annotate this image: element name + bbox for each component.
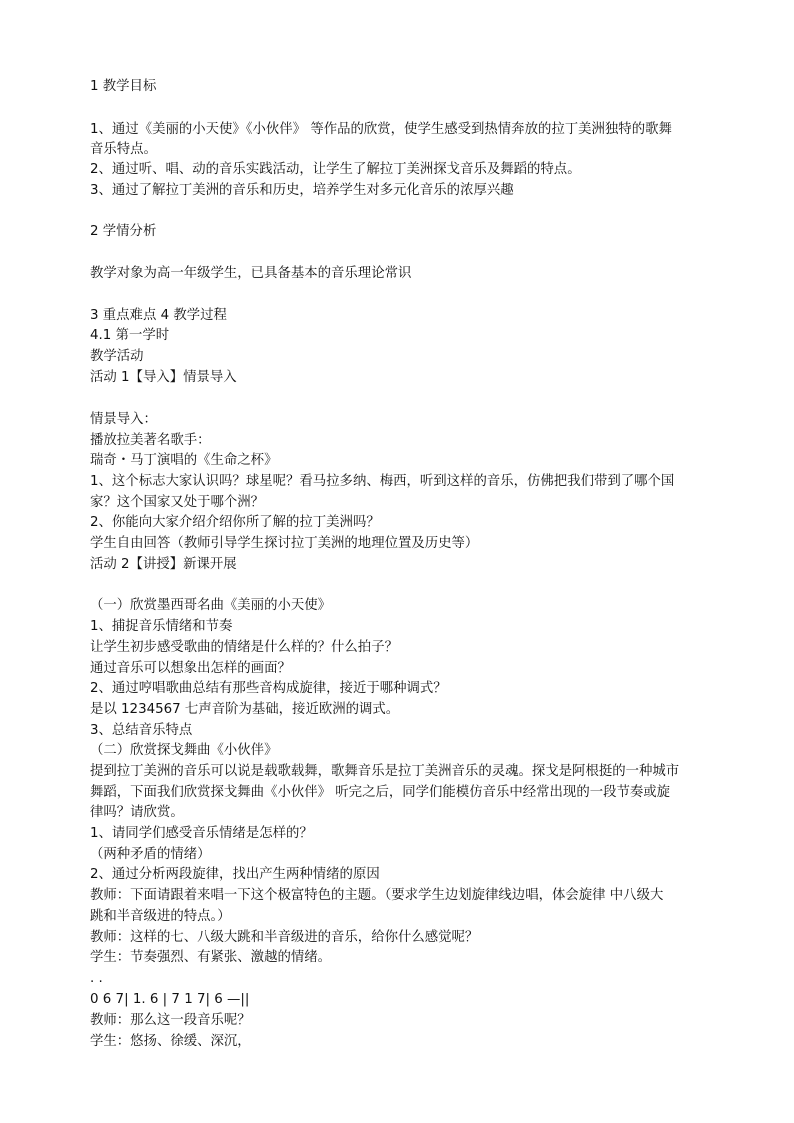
- paragraph-line: 3、通过了解拉丁美洲的音乐和历史，培养学生对多元化音乐的浓厚兴趣: [90, 183, 514, 198]
- paragraph-line: 跳和半音级进的特点。）: [90, 909, 231, 924]
- paragraph-line: 1、这个标志大家认识吗？球星呢？看马拉多纳、梅西，听到这样的音乐，仿佛把我们带到了哪个国: [90, 474, 675, 489]
- paragraph-line: 1、捕捉音乐情绪和节奏: [90, 619, 233, 634]
- paragraph-line: 音乐特点。: [90, 142, 157, 157]
- paragraph-line: 3、总结音乐特点: [90, 723, 193, 738]
- section-heading: 3 重点难点 4 教学过程: [90, 308, 227, 323]
- paragraph-line: 1、通过《美丽的小天使》《小伙伴》 等作品的欣赏，使学生感受到热情奔放的拉丁美洲独特的歌舞: [90, 122, 672, 137]
- paragraph-line: 教师：这样的七、八级大跳和半音级进的音乐，给你什么感觉呢？: [90, 930, 479, 945]
- activity-heading: 活动 2【讲授】新课开展: [90, 557, 237, 572]
- paragraph-line: 是以 1234567 七声音阶为基础，接近欧洲的调式。: [90, 702, 400, 717]
- paragraph-line: 家？这个国家又处于哪个洲？: [90, 495, 265, 510]
- activity-heading: 活动 1【导入】情景导入: [90, 370, 237, 385]
- paragraph-line: 情景导入：: [90, 412, 157, 427]
- paragraph-line: 律吗？请欣赏。: [90, 805, 184, 820]
- paragraph-line: 1、请同学们感受音乐情绪是怎样的？: [90, 826, 313, 841]
- paragraph-line: 教学对象为高一年级学生，已具备基本的音乐理论常识: [90, 266, 412, 281]
- subheading: 4.1 第一学时: [90, 328, 170, 343]
- paragraph-line: 通过音乐可以想象出怎样的画面？: [90, 661, 291, 676]
- paragraph-line: 舞蹈，下面我们欣赏探戈舞曲《小伙伴》 听完之后，同学们能模仿音乐中经常出现的一段节奏或旋: [90, 785, 671, 800]
- paragraph-line: 瑞奇・马丁演唱的《生命之杯》: [90, 453, 278, 468]
- subheading: 教学活动: [90, 349, 144, 364]
- paragraph-line: 学生：悠扬、徐缓、深沉，: [90, 1034, 251, 1049]
- paragraph-line: 2、通过听、唱、动的音乐实践活动，让学生了解拉丁美洲探戈音乐及舞蹈的特点。: [90, 162, 581, 177]
- section-heading: 1 教学目标: [90, 79, 157, 94]
- section-heading: 2 学情分析: [90, 224, 157, 239]
- paragraph-line: 提到拉丁美洲的音乐可以说是载歌载舞，歌舞音乐是拉丁美洲音乐的灵魂。探戈是阿根挺的一种城市: [90, 764, 680, 779]
- paragraph-line: 播放拉美著名歌手：: [90, 433, 211, 448]
- music-notation: 0 6 7| 1. 6 | 7 1 7| 6 —||: [90, 992, 250, 1007]
- paragraph-line: （两种矛盾的情绪）: [90, 847, 211, 862]
- paragraph-line: 教师：下面请跟着来唱一下这个极富特色的主题。（要求学生边划旋律线边唱，体会旋律 中八级大: [90, 888, 664, 903]
- paragraph-line: 2、通过哼唱歌曲总结有那些音构成旋律，接近于哪种调式？: [90, 681, 447, 696]
- paragraph-line: 让学生初步感受歌曲的情绪是什么样的？什么拍子？: [90, 640, 398, 655]
- paragraph-line: 2、你能向大家介绍介绍你所了解的拉丁美洲吗？: [90, 515, 380, 530]
- paragraph-line: （一）欣赏墨西哥名曲《美丽的小天使》: [90, 598, 332, 613]
- paragraph-line: 2、通过分析两段旋律，找出产生两种情绪的原因: [90, 867, 380, 882]
- paragraph-line: 学生自由回答（教师引导学生探讨拉丁美洲的地理位置及历史等）: [90, 536, 479, 551]
- paragraph-line: （二）欣赏探戈舞曲《小伙伴》: [90, 743, 278, 758]
- paragraph-line: 学生：节奏强烈、有紧张、激越的情绪。: [90, 950, 332, 965]
- notation-dots: . .: [90, 971, 103, 986]
- paragraph-line: 教师：那么这一段音乐呢？: [90, 1013, 251, 1028]
